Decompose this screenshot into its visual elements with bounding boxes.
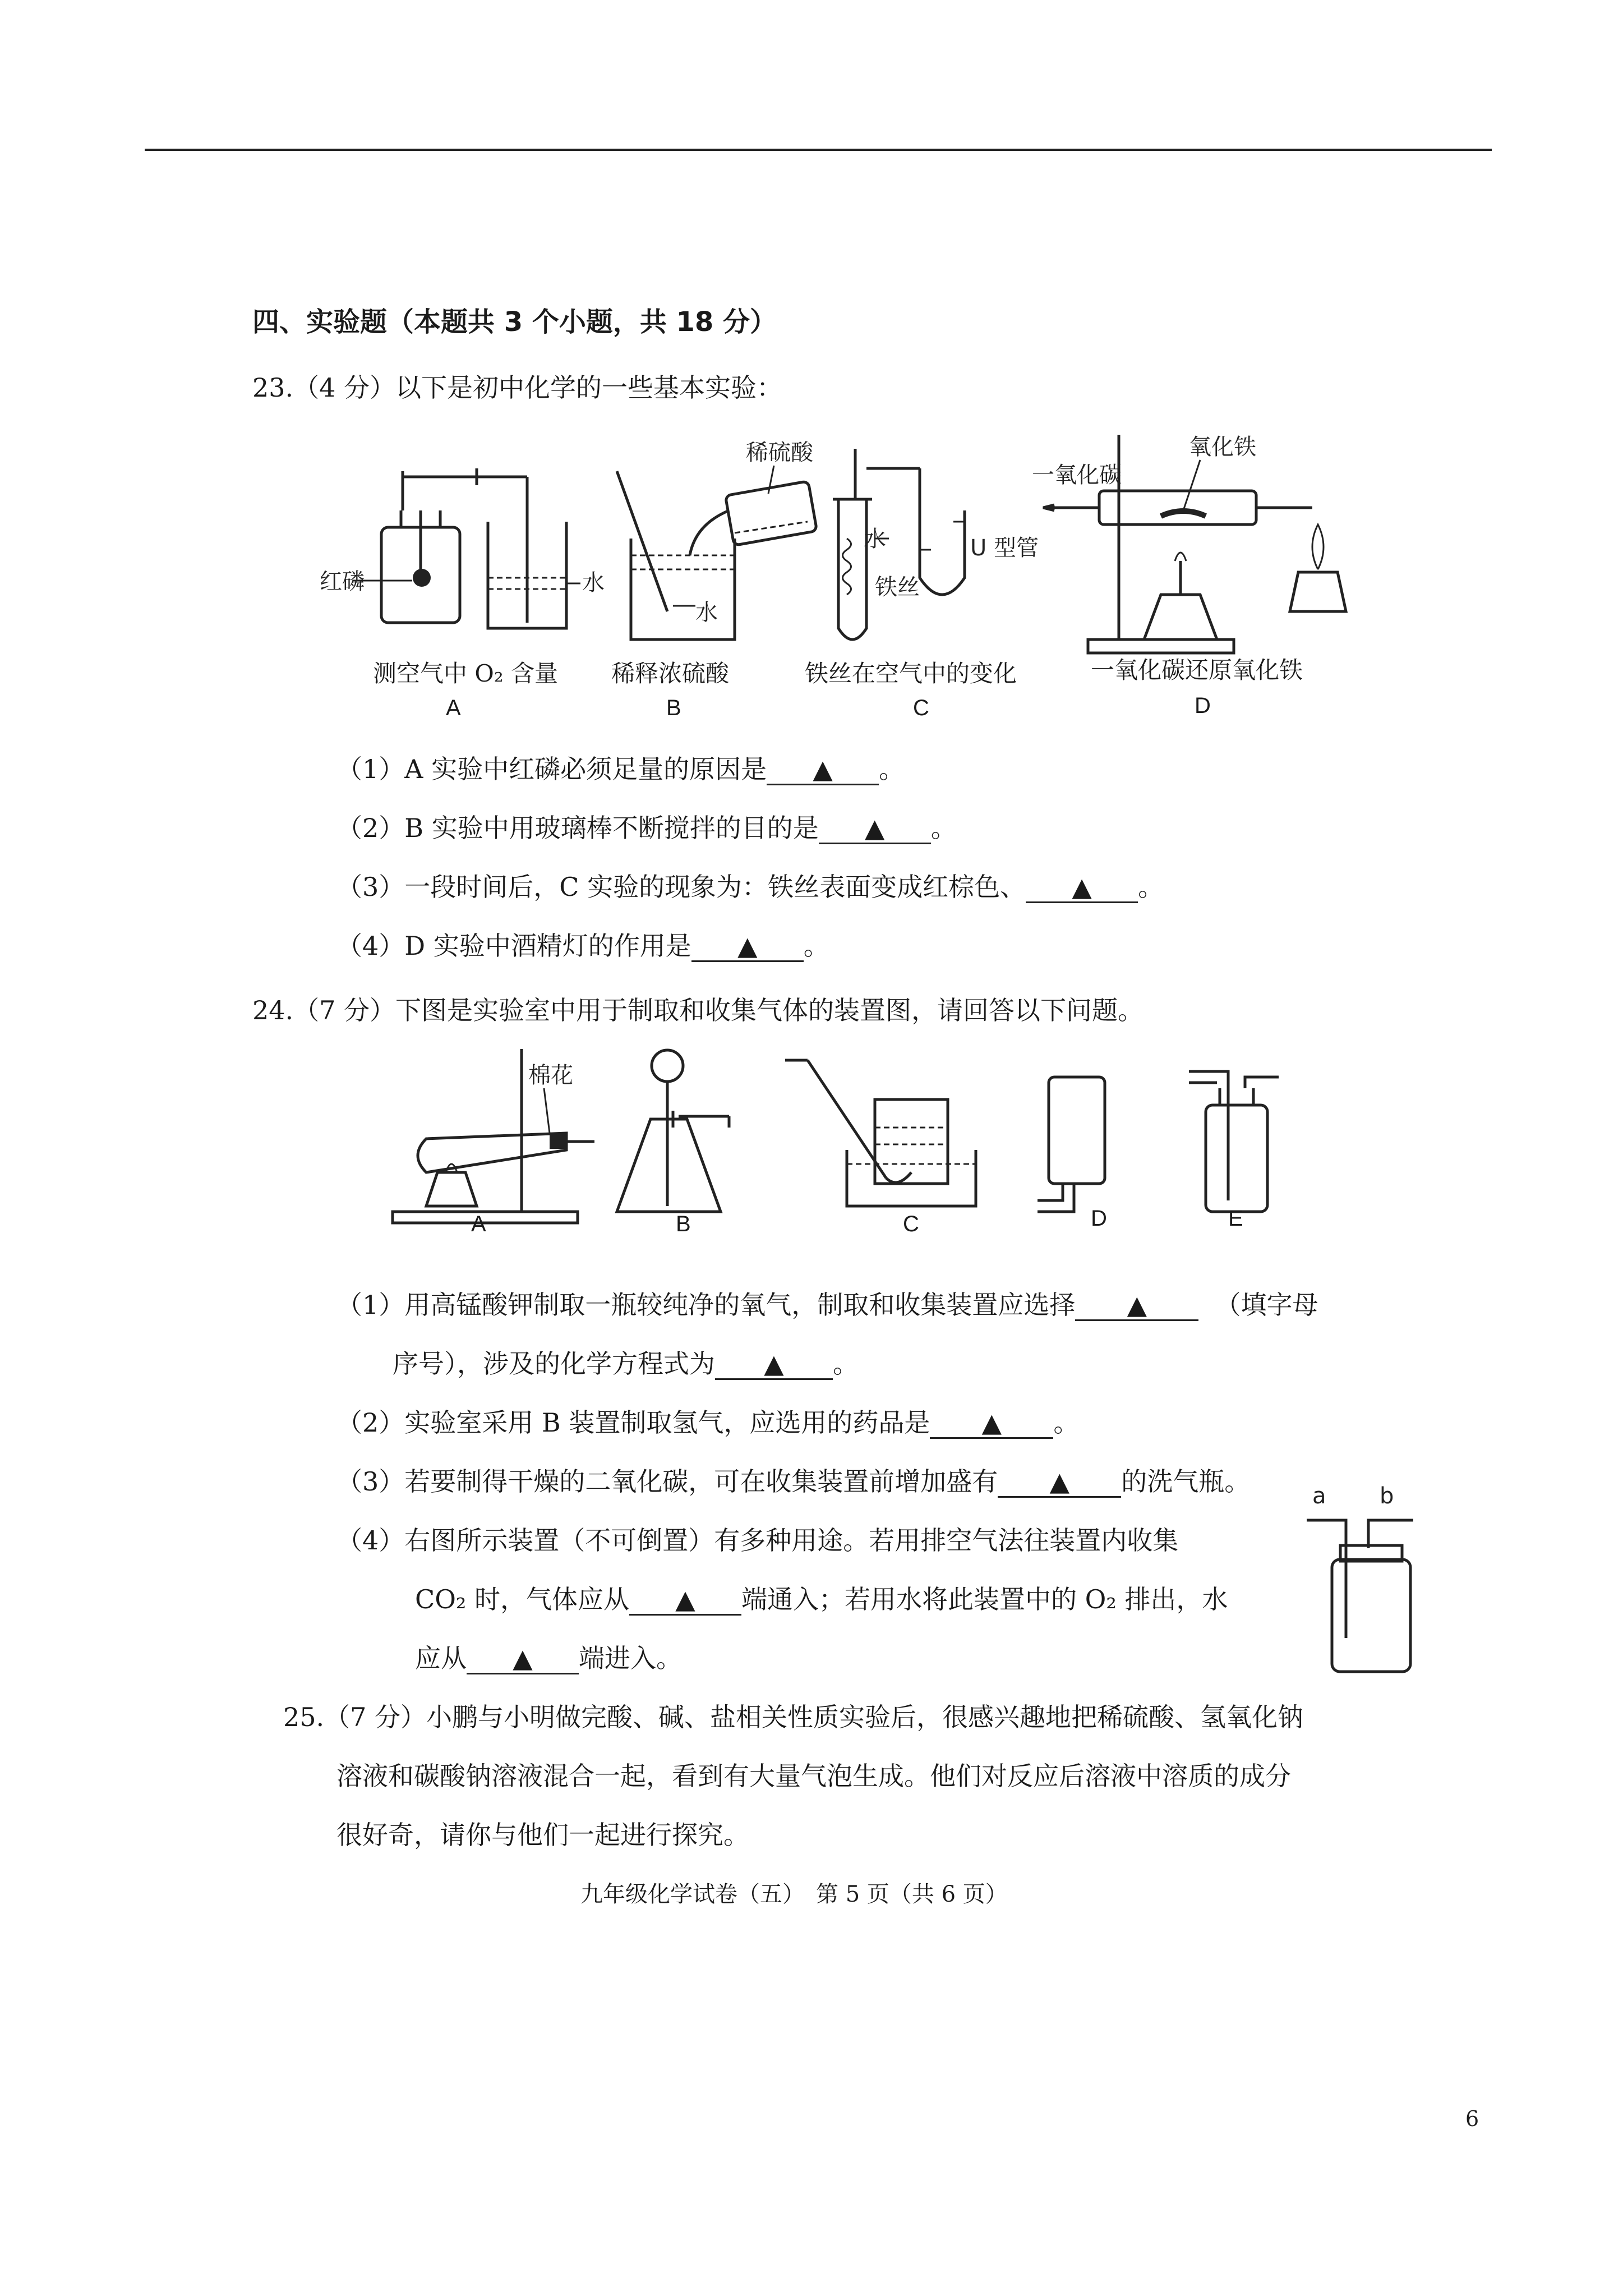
q24-sub1-line2: 序号），涉及的化学方程式为 ▲ 。 [393, 1349, 859, 1379]
q24-apparatus-figure [381, 1043, 1335, 1245]
letter-b: B [666, 696, 681, 720]
label-red-phosphorus: 红磷 [320, 569, 365, 595]
q24-sub4-line3: 应从 ▲ 端进入。 [415, 1643, 682, 1673]
letter-c: C [913, 696, 929, 720]
answer-blank[interactable]: ▲ [467, 1644, 579, 1674]
q23-sub4: （4）D 实验中酒精灯的作用是 ▲ 。 [336, 931, 829, 961]
answer-blank[interactable]: ▲ [715, 1350, 833, 1380]
apparatus-b [617, 440, 817, 639]
label-water-b: 水 [695, 600, 718, 625]
label-water-c: 水 [864, 526, 886, 552]
label-iron-oxide: 氧化铁 [1189, 434, 1256, 460]
letter-24b: B [676, 1212, 691, 1236]
caption-a: 测空气中 O₂ 含量 [373, 660, 558, 687]
letter-24c: C [903, 1212, 919, 1236]
end-b-label: b [1380, 1483, 1394, 1509]
q25-line3: 很好奇，请你与他们一起进行探究。 [336, 1820, 749, 1850]
letter-24a: A [471, 1212, 486, 1236]
q23-stem: 23.（4 分）以下是初中化学的一些基本实验： [252, 372, 783, 403]
page-number: 6 [1465, 2106, 1479, 2131]
letter-24e: E [1228, 1206, 1243, 1231]
end-a-label: a [1312, 1483, 1326, 1509]
label-carbon-monoxide: 一氧化碳 [1032, 462, 1122, 488]
q24-sub2: （2）实验室采用 B 装置制取氢气，应选用的药品是 ▲ 。 [336, 1407, 1080, 1438]
caption-d: 一氧化碳还原氧化铁 [1091, 656, 1303, 684]
q25-line1: 25.（7 分）小鹏与小明做完酸、碱、盐相关性质实验后，很感兴趣地把稀硫酸、氢氧化钠 [283, 1702, 1304, 1732]
q24-sub4-line2: CO₂ 时，气体应从 ▲ 端通入；若用水将此装置中的 O₂ 排出，水 [415, 1584, 1228, 1614]
answer-blank[interactable]: ▲ [691, 932, 804, 962]
q23-sub2: （2）B 实验中用玻璃棒不断搅拌的目的是 ▲ 。 [336, 813, 957, 843]
label-cotton: 棉花 [528, 1062, 573, 1088]
page-footer: 九年级化学试卷（五） 第 5 页（共 6 页） [580, 1881, 1008, 1907]
letter-24d: D [1091, 1206, 1107, 1231]
answer-blank[interactable]: ▲ [819, 814, 931, 844]
apparatus-24a [393, 1049, 594, 1223]
q25-line2: 溶液和碳酸钠溶液混合一起，看到有大量气泡生成。他们对反应后溶液中溶质的成分 [336, 1761, 1291, 1791]
q24-sub4-line1: （4）右图所示装置（不可倒置）有多种用途。若用排空气法往装置内收集 [336, 1525, 1179, 1556]
section-title: 四、实验题（本题共 3 个小题，共 18 分） [252, 306, 777, 338]
q24-sub1-line1: （1）用高锰酸钾制取一瓶较纯净的氧气，制取和收集装置应选择 ▲ （填字母 [336, 1290, 1318, 1320]
apparatus-24e [1189, 1071, 1279, 1212]
answer-blank[interactable]: ▲ [998, 1467, 1121, 1498]
label-dilute-sulfuric: 稀硫酸 [746, 440, 813, 466]
answer-blank[interactable]: ▲ [1026, 873, 1138, 903]
label-iron-wire: 铁丝 [875, 574, 920, 600]
label-u-tube: U 型管 [970, 535, 1039, 561]
apparatus-24c [785, 1060, 976, 1206]
letter-d: D [1195, 693, 1211, 718]
wash-bottle-figure [1301, 1481, 1436, 1683]
apparatus-d [1032, 434, 1346, 653]
apparatus-24b [617, 1050, 729, 1212]
answer-blank[interactable]: ▲ [1075, 1291, 1198, 1321]
header-rule [145, 149, 1492, 151]
q23-sub3: （3）一段时间后，C 实验的现象为：铁丝表面变成红棕色、 ▲ 。 [336, 872, 1164, 902]
q24-sub3: （3）若要制得干燥的二氧化碳，可在收集装置前增加盛有 ▲ 的洗气瓶。 [336, 1466, 1251, 1497]
letter-a: A [446, 696, 461, 720]
caption-c: 铁丝在空气中的变化 [805, 660, 1017, 687]
q24-stem: 24.（7 分）下图是实验室中用于制取和收集气体的装置图，请回答以下问题。 [252, 995, 1144, 1025]
q23-sub1: （1）A 实验中红磷必须足量的原因是 ▲ 。 [336, 754, 905, 784]
apparatus-24d [1038, 1077, 1105, 1212]
answer-blank[interactable]: ▲ [767, 755, 879, 785]
apparatus-a [320, 468, 605, 628]
answer-blank[interactable]: ▲ [629, 1585, 741, 1616]
apparatus-c [833, 449, 1039, 639]
answer-blank[interactable]: ▲ [930, 1409, 1053, 1439]
caption-b: 稀释浓硫酸 [611, 660, 730, 687]
label-water-a: 水 [582, 570, 605, 596]
